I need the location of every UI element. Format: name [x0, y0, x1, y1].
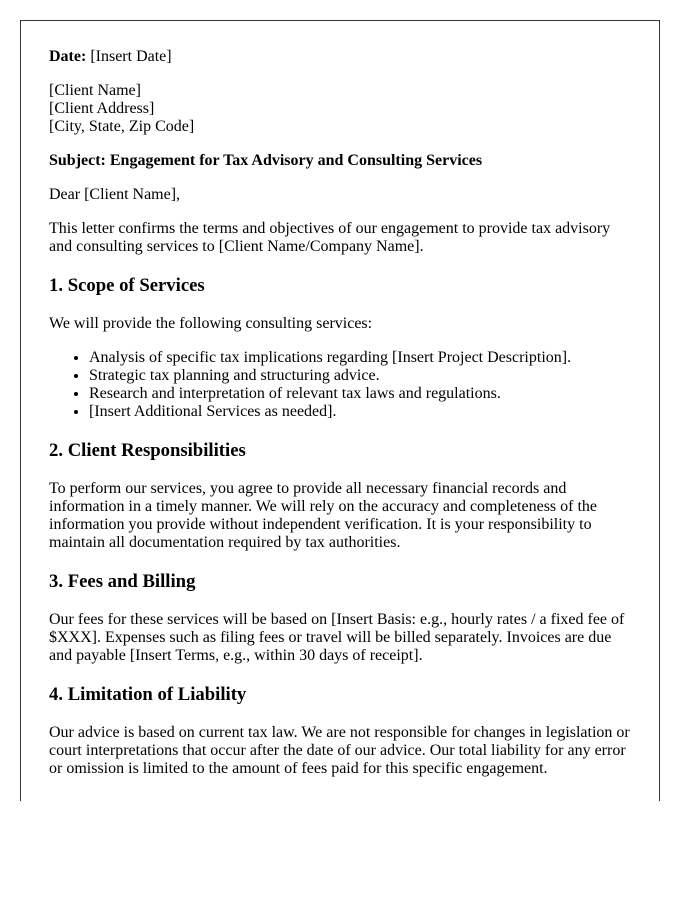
list-item: • Analysis of specific tax implications regarding [Insert Project Description].: [89, 349, 631, 367]
section-heading: 1. Scope of Services: [49, 275, 205, 296]
date-label: Date:: [49, 48, 87, 65]
section-body: We will provide the following consulting services:: [49, 315, 373, 332]
section-body: To perform our services, you agree to provide all necessary financial records and information in a timely manner. We will rely on the accuracy and completeness of the information you provide without independent verification. It is your responsibility to maintain all documentation required by tax authorities.: [49, 480, 598, 551]
section-fees-and-billing: [49, 571, 631, 665]
intro-paragraph: This letter confirms the terms and objectives of our engagement to provide tax advisory and consulting services to [Client Name/Company Name].: [49, 220, 611, 255]
services-list: [49, 349, 631, 421]
section-limitation-of-liability: [49, 684, 631, 778]
section-body: Our advice is based on current tax law. We are not responsible for changes in legislation or court interpretations that occur after the date of our advice. Our total liability for any error or omission is limited to the amount of fees paid for this specific engagement.: [49, 724, 630, 777]
client-name: [Client Name]: [49, 82, 141, 99]
city-state-zip: [City, State, Zip Code]: [49, 118, 195, 135]
section-heading: 4. Limitation of Liability: [49, 684, 247, 705]
list-item: • [Insert Additional Services as needed].: [89, 403, 631, 421]
section-body: Our fees for these services will be based on [Insert Basis: e.g., hourly rates / a fixed fee of $XXX]. Expenses such as filing fees or travel will be billed separately. Invoices are due and payable [Insert Terms, e.g., within 30 days of receipt].: [49, 611, 625, 664]
client-address: [Client Address]: [49, 100, 155, 117]
section-heading: 3. Fees and Billing: [49, 571, 196, 592]
subject-line: Subject: Engagement for Tax Advisory and Consulting Services: [49, 152, 483, 169]
salutation: Dear [Client Name],: [49, 186, 181, 203]
address-block: [49, 82, 631, 136]
date-value: [Insert Date]: [86, 48, 172, 65]
list-item: • Strategic tax planning and structuring advice.: [89, 367, 631, 385]
list-item: • Research and interpretation of relevant tax laws and regulations.: [89, 385, 631, 403]
section-scope-of-services: [49, 275, 631, 421]
letter-page: [20, 20, 660, 801]
section-client-responsibilities: [49, 440, 631, 552]
date-line: [49, 48, 631, 66]
section-heading: 2. Client Responsibilities: [49, 440, 246, 461]
